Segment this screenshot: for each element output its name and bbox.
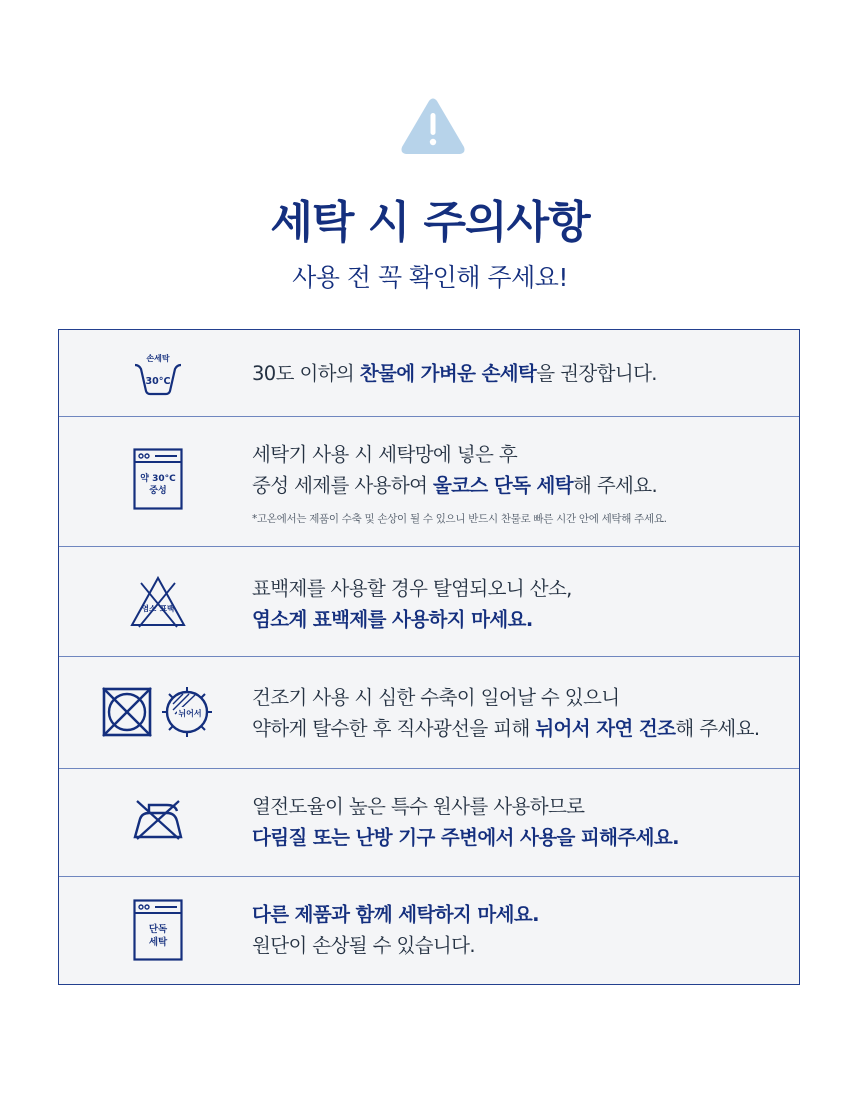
- care-text: 세탁기 사용 시 세탁망에 넣은 후 중성 세제를 사용하여 울코스 단독 세탁해 주세요. *고온에서는 제품이 수축 및 손상이 될 수 있으니 반드시 찬물로 빠른 시간 안에 세탁해 주세요.: [252, 443, 667, 525]
- care-text: 열전도율이 높은 특수 원사를 사용하므로 다림질 또는 난방 기구 주변에서 사용을 피해주세요.: [252, 795, 679, 849]
- care-text: 건조기 사용 시 심한 수축이 일어날 수 있으니 약하게 탈수한 후 직사광선을 피해 뉘어서 자연 건조해 주세요.: [252, 686, 760, 740]
- care-instructions-table: [58, 329, 800, 985]
- wash-label: 세탁: [148, 937, 168, 948]
- flat-dry-label: 뉘어서: [178, 709, 202, 718]
- flat-dry-icon: [161, 686, 213, 738]
- hand-wash-30c-icon: [133, 351, 183, 397]
- washing-machine-icon: [133, 448, 183, 510]
- care-text: 30도 이하의 찬물에 가벼운 손세탁을 권장합니다.: [252, 362, 657, 385]
- care-row-ironing: [59, 768, 799, 876]
- care-row-bleach: [59, 546, 799, 656]
- care-row-machine-wash: [59, 416, 799, 546]
- machine-temp-label: 약 30°C: [140, 474, 176, 484]
- hand-wash-label: 손세탁: [146, 354, 170, 363]
- care-text: 다른 제품과 함께 세탁하지 마세요. 원단이 손상될 수 있습니다.: [252, 903, 539, 957]
- no-bleach-icon: [129, 575, 187, 629]
- care-row-drying: [59, 656, 799, 768]
- care-note: *고온에서는 제품이 수축 및 손상이 될 수 있으니 반드시 찬물로 빠른 시간 안에 세탁해 주세요.: [252, 513, 667, 525]
- care-text: 표백제를 사용할 경우 탈염되오니 산소, 염소계 표백제를 사용하지 마세요.: [252, 577, 572, 631]
- separate-label: 단독: [148, 924, 168, 935]
- care-row-hand-wash: [59, 330, 799, 416]
- bleach-chlorine-label: 염소: [141, 604, 157, 613]
- care-row-wash-separately: [59, 876, 799, 986]
- page-title: 세탁 시 주의사항: [270, 197, 590, 248]
- warning-icon: [400, 97, 466, 155]
- bleach-label: 표백: [159, 604, 175, 613]
- page-subtitle: 사용 전 꼭 확인해 주세요!: [292, 263, 568, 292]
- no-tumble-dry-icon: [101, 686, 153, 738]
- machine-detergent-label: 중성: [149, 486, 167, 496]
- temperature-label: 30°C: [145, 376, 171, 387]
- wash-separately-icon: [133, 899, 183, 961]
- no-iron-icon: [131, 797, 185, 841]
